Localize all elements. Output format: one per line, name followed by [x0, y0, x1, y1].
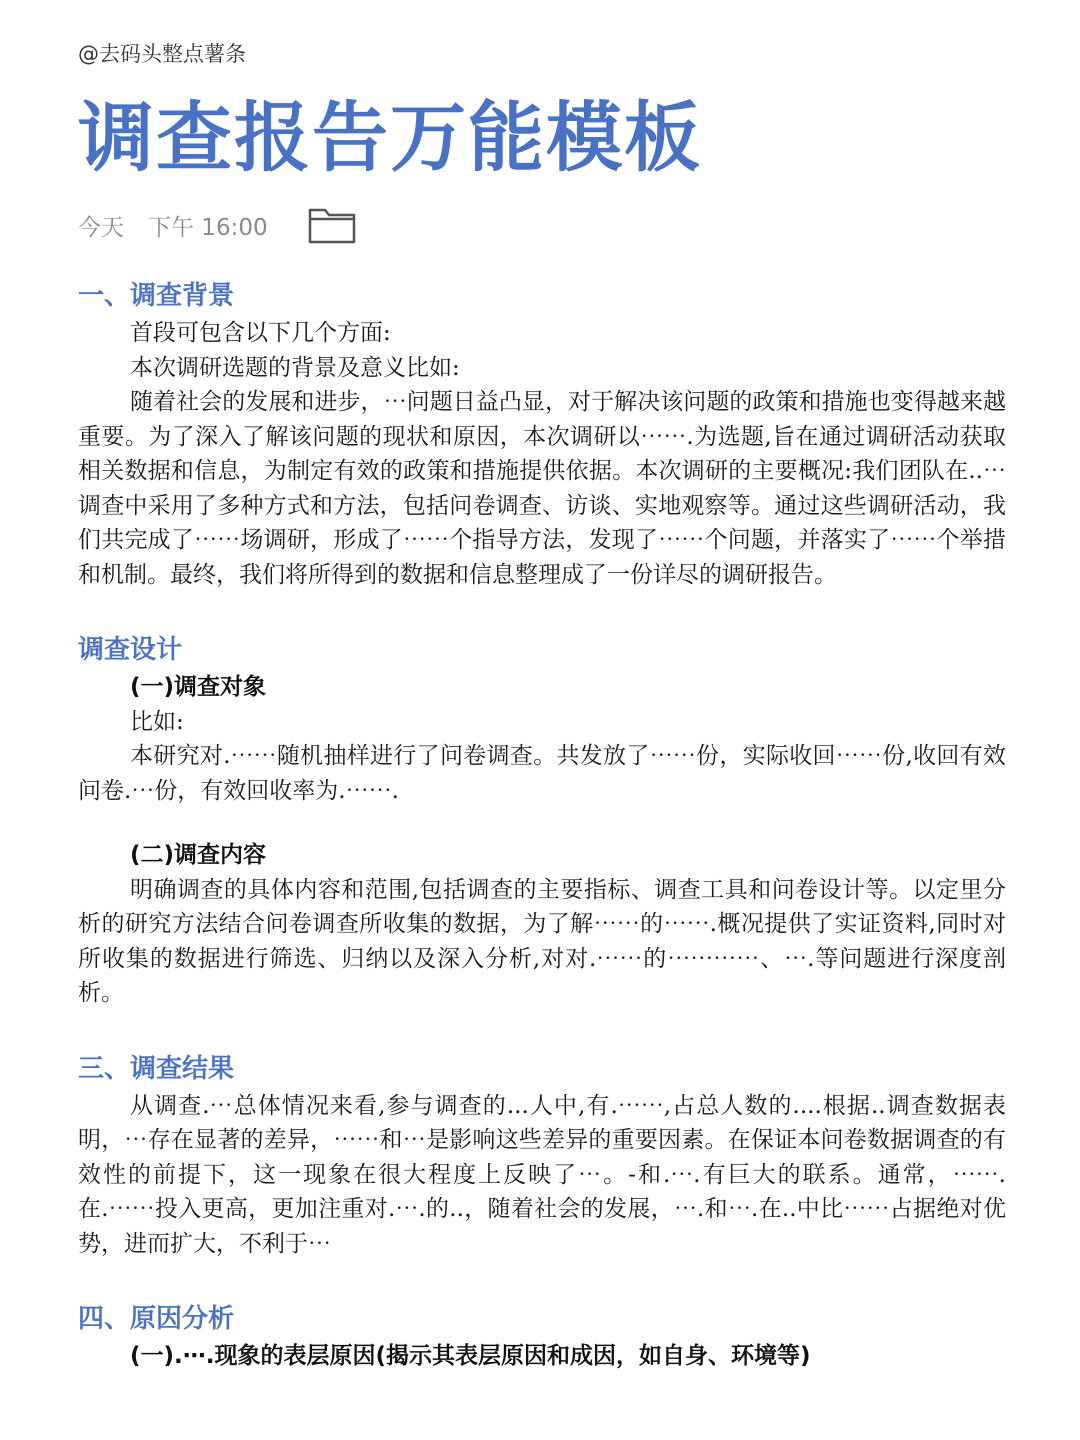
subheading-subject: (一)调查对象	[130, 674, 267, 700]
paragraph: 从调查.⋯总体情况来看,参与调查的...人中,有.⋯⋯,占总人数的....根据..调查数据表明，⋯存在显著的差异，⋯⋯和⋯是影响这些差异的重要因素。在保证本问卷数据调查的有效性的前提下，这一现象在很大程度上反映了⋯。-和.⋯.有巨大的联系。通常，⋯⋯.在.⋯⋯投入更高，更加注重对.⋯.的..，随着社会的发展，⋯.和⋯.在..中比⋯⋯占据绝对优势，进而扩大，不利于⋯	[78, 1092, 1006, 1257]
time-label: 下午 16:00	[148, 214, 268, 241]
paragraph: 随着社会的发展和进步，⋯问题日益凸显，对于解决该问题的政策和措施也变得越来越重要。为了深入了解该问题的现状和原因，本次调研以⋯⋯.为选题,旨在通过调研活动获取相关数据和信息，为制定有效的政策和措施提供依据。本次调研的主要概况:我们团队在..⋯调查中采用了多种方式和方法，包括问卷调查、访谈、实地观察等。通过这些调研活动，我们共完成了⋯⋯场调研，形成了⋯⋯个指导方法，发现了⋯⋯个问题，并落实了⋯⋯个举措和机制。最终，我们将所得到的数据和信息整理成了一份详尽的调研报告。	[78, 389, 1006, 588]
note-meta	[78, 206, 356, 244]
watermark: @去码头整点薯条	[78, 42, 246, 66]
section-heading-results: 三、调查结果	[78, 1053, 235, 1084]
paragraph: 首段可包含以下几个方面:	[130, 320, 391, 346]
note-body	[78, 276, 1006, 1374]
section-heading-design: 调查设计	[78, 635, 183, 665]
folder-icon[interactable]	[308, 206, 356, 244]
subheading-surface-causes: (一).⋯.现象的表层原因(揭示其表层原因和成因，如自身、环境等)	[130, 1343, 811, 1369]
section-heading-background: 一、调查背景	[78, 281, 235, 311]
section-heading-causes: 四、原因分析	[78, 1304, 235, 1334]
paragraph: 明确调查的具体内容和范围,包括调查的主要指标、调查工具和问卷设计等。以定里分析的研究方法结合问卷调查所收集的数据，为了解⋯⋯的⋯⋯.概况提供了实证资料,同时对所收集的数据进行筛选、归纳以及深入分析,对对.⋯⋯的⋯⋯⋯⋯、⋯.等问题进行深度剖析。	[78, 876, 1006, 1006]
date-label: 今天	[78, 214, 124, 241]
paragraph: 本次调研选题的背景及意义比如:	[130, 354, 460, 381]
paragraph: 本研究对.⋯⋯随机抽样进行了问卷调查。共发放了⋯⋯份，实际收回⋯⋯份,收回有效问卷.⋯份，有效回收率为.⋯⋯.	[78, 743, 1006, 804]
subheading-content: (二)调查内容	[130, 842, 267, 868]
page-title: 调查报告万能模板	[78, 93, 702, 182]
paragraph: 比如:	[130, 708, 184, 735]
